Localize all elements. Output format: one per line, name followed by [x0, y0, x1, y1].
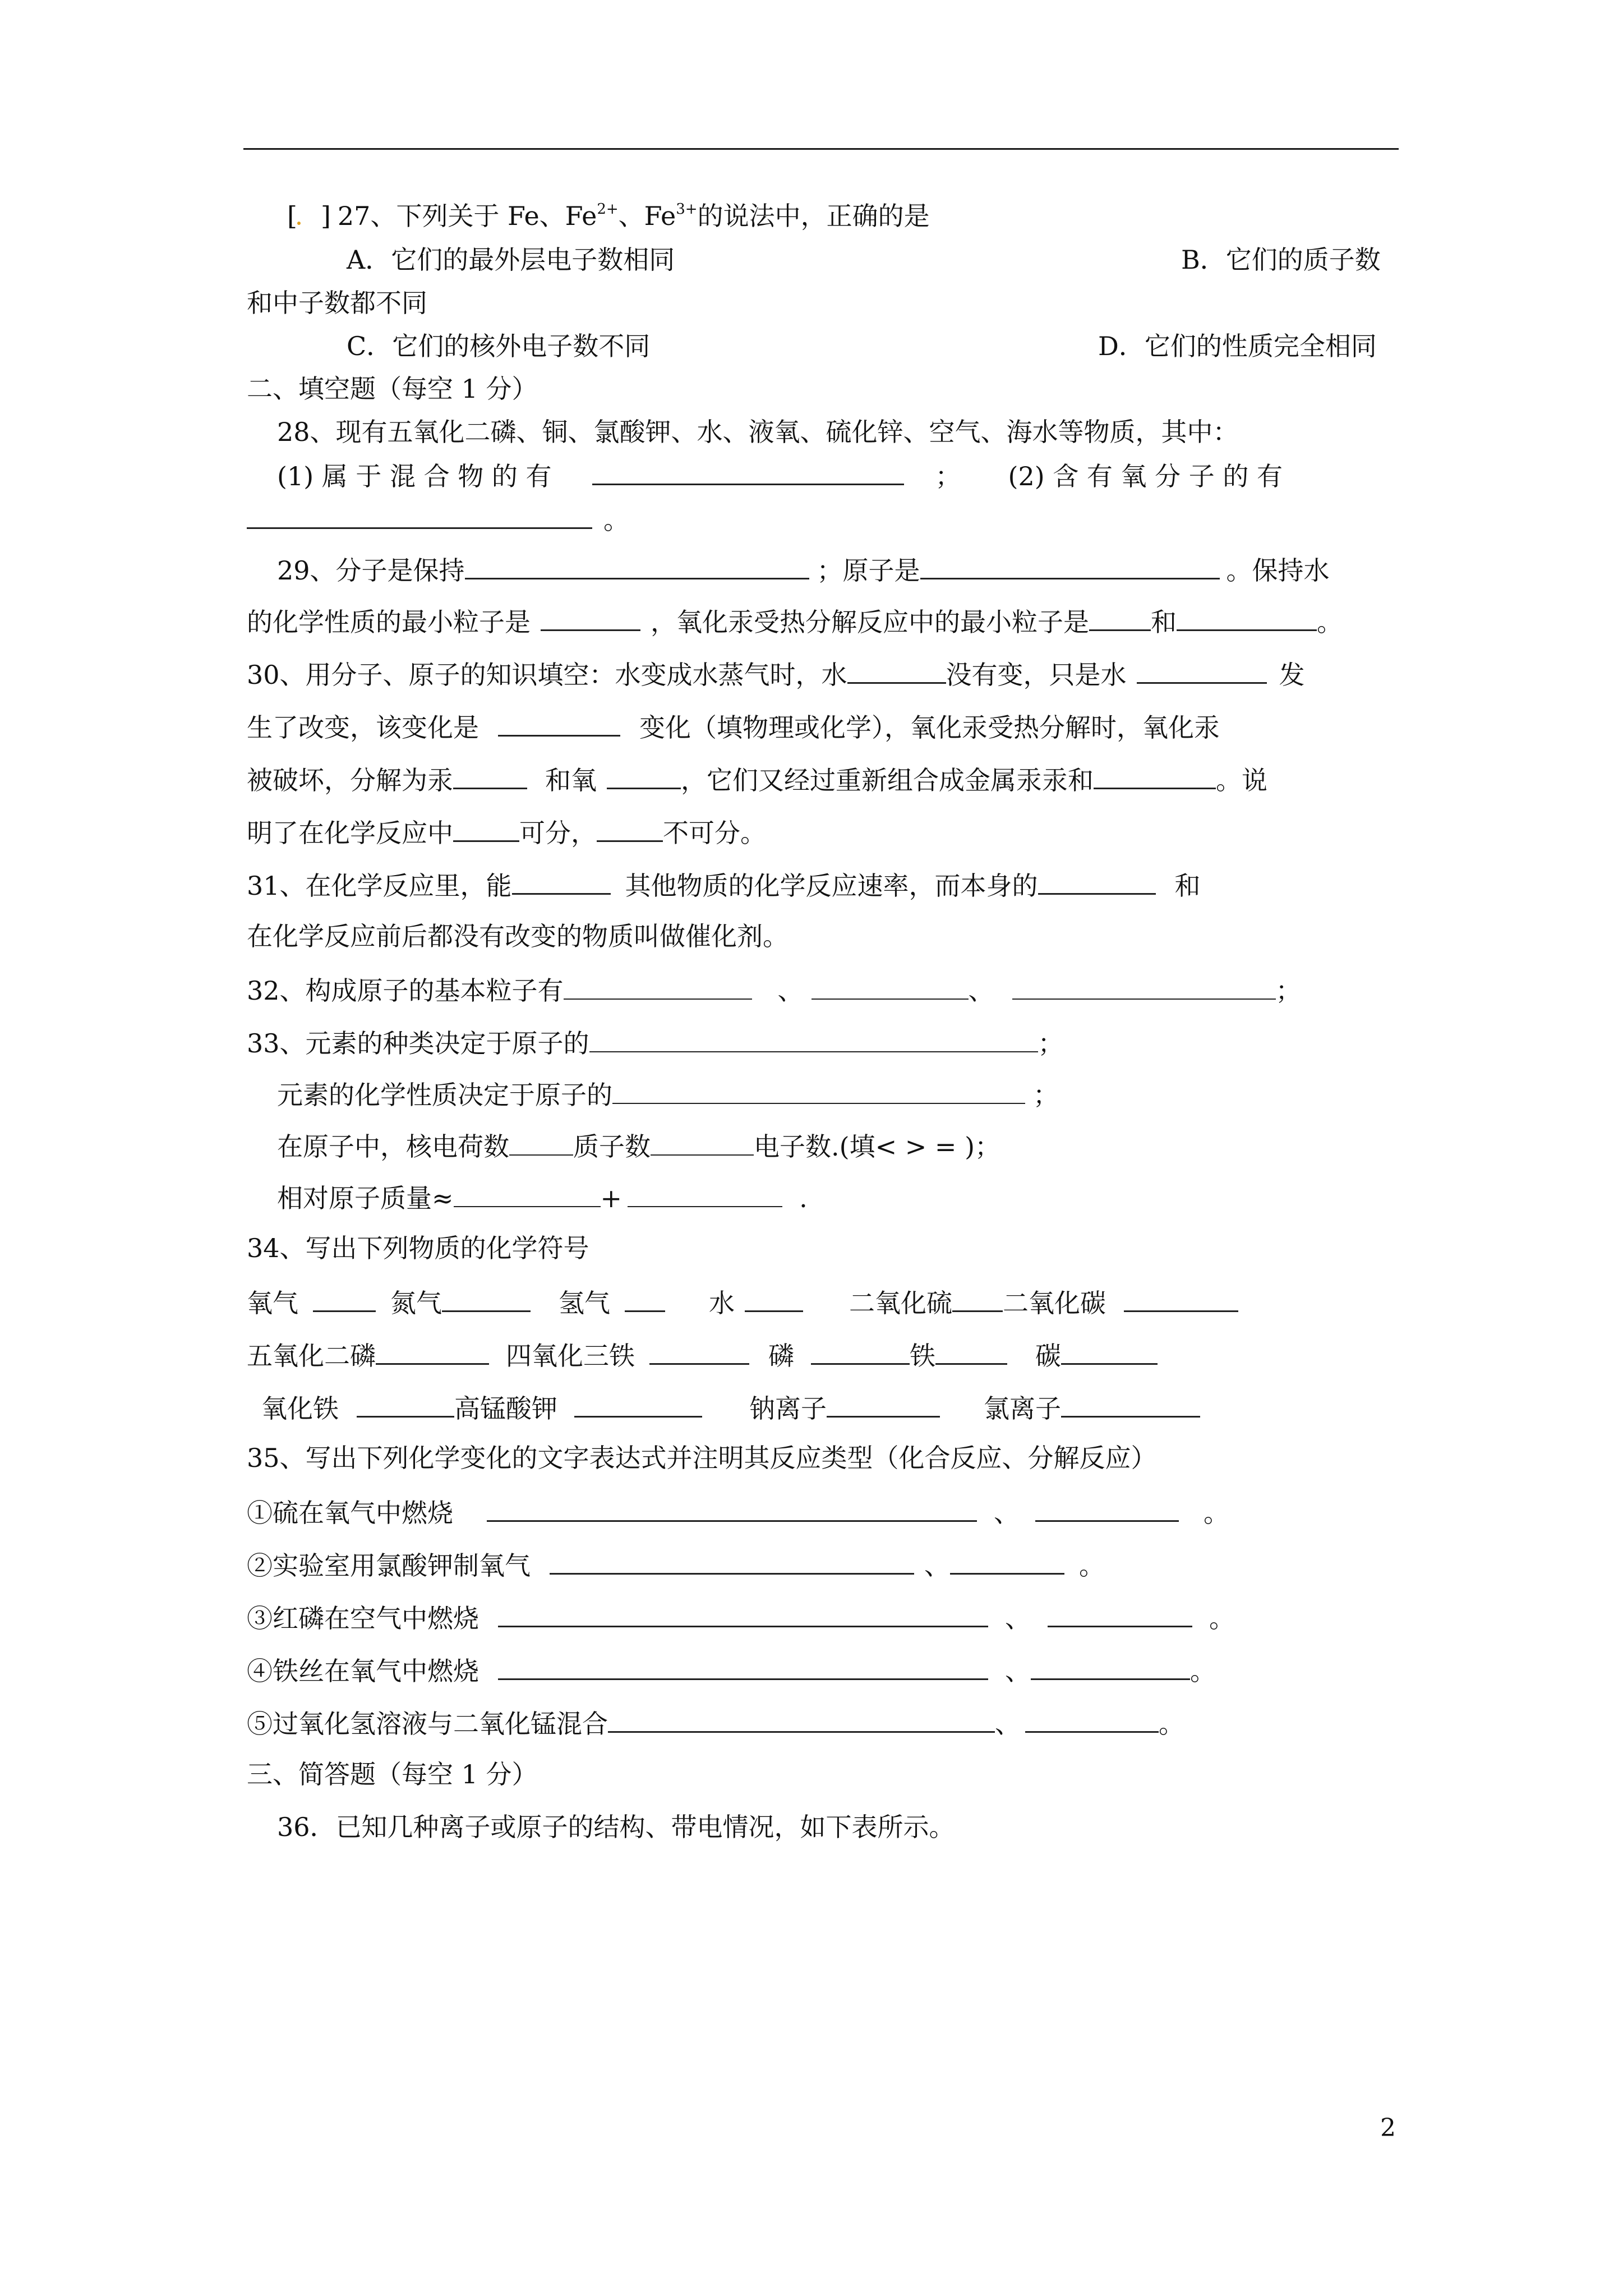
q28-sep: ；: [935, 461, 961, 491]
answer-blank[interactable]: [509, 1132, 573, 1156]
substance-label: 二氧化硫: [849, 1288, 952, 1318]
answer-blank[interactable]: [649, 1341, 749, 1365]
answer-blank[interactable]: [811, 1341, 910, 1365]
answer-blank[interactable]: [1137, 660, 1267, 684]
q35-sep: 、: [1005, 1656, 1031, 1686]
answer-blank[interactable]: [442, 1288, 531, 1312]
q27-text: 、Fe: [618, 201, 676, 231]
answer-blank[interactable]: [498, 1603, 988, 1627]
q33-text: +: [600, 1183, 623, 1213]
q35-end: 。: [1204, 1498, 1229, 1528]
q29-text: 29、分子是保持: [277, 555, 465, 586]
answer-blank[interactable]: [465, 555, 809, 579]
question-31-line1: [247, 871, 1201, 899]
q29-text: 的化学性质的最小粒子是: [247, 607, 531, 637]
substance-label: 五氧化二磷: [247, 1341, 376, 1371]
substance-label: 氯离子: [984, 1393, 1061, 1424]
q30-text: 发: [1279, 660, 1305, 690]
q32-sep: 、: [968, 976, 994, 1006]
section-2-title: 二、填空题（每空 1 分）: [247, 374, 538, 404]
question-30-line2: [247, 712, 1220, 743]
answer-blank[interactable]: [1035, 1498, 1179, 1522]
q28-part1: (1) 属 于 混 合 物 的 有: [277, 461, 552, 491]
question-30-line4: [247, 818, 766, 846]
q27-text: 的说法中，正确的是: [697, 201, 930, 231]
question-33-line1: [247, 1028, 1064, 1059]
answer-blank[interactable]: [607, 765, 681, 789]
q33-text: 在原子中，核电荷数: [277, 1131, 509, 1162]
substance-label: 铁: [910, 1341, 935, 1371]
reaction-label: ①硫在氧气中燃烧: [247, 1498, 453, 1528]
q33-text: 相对原子质量≈: [277, 1183, 454, 1213]
answer-blank[interactable]: [625, 1288, 665, 1312]
question-35-item1: [247, 1498, 1229, 1526]
q30-text: 可分，: [519, 818, 597, 848]
answer-blank[interactable]: [1089, 607, 1151, 631]
q33-text: 元素的化学性质决定于原子的: [277, 1080, 612, 1110]
question-29-line2: [247, 607, 1343, 635]
q35-sep: 、: [995, 1709, 1021, 1739]
question-35-item3: [247, 1603, 1235, 1634]
reaction-label: ⑤过氧化氢溶液与二氧化锰混合: [247, 1709, 608, 1739]
question-28-stem: 28、现有五氧化二磷、铜、氯酸钾、水、液氧、硫化锌、空气、海水等物质，其中：: [277, 417, 1239, 447]
substance-label: 二氧化碳: [1003, 1288, 1106, 1318]
answer-blank[interactable]: [541, 607, 640, 631]
question-28-line1: [277, 461, 1283, 489]
q30-text: 没有变，只是水: [946, 660, 1127, 690]
question-35-item2: [247, 1550, 1105, 1579]
q33-text: 33、元素的种类决定于原子的: [247, 1028, 589, 1059]
question-30-line1: [247, 660, 1305, 688]
q30-text: 不可分。: [663, 818, 766, 848]
question-34-row3: [261, 1393, 1200, 1424]
section-3-title: 三、简答题（每空 1 分）: [247, 1759, 538, 1789]
answer-blank[interactable]: [1177, 607, 1317, 631]
q27-option-c: C．它们的核外电子数不同: [347, 331, 651, 361]
answer-blank[interactable]: [745, 1288, 803, 1312]
q30-text: 和氧: [545, 765, 597, 795]
answer-blank[interactable]: [1031, 1656, 1190, 1680]
substance-label: 水: [709, 1288, 735, 1318]
answer-blank[interactable]: [950, 1550, 1064, 1575]
substance-label: 四氧化三铁: [506, 1341, 635, 1371]
answer-bracket-open: [: [287, 201, 297, 231]
reaction-label: ②实验室用氯酸钾制氧气: [247, 1550, 531, 1581]
substance-label: 磷: [768, 1341, 794, 1371]
answer-blank[interactable]: [811, 976, 969, 1000]
q29-text: 。保持水: [1226, 555, 1330, 586]
answer-blank[interactable]: [1124, 1288, 1238, 1312]
q31-text: 其他物质的化学反应速率，而本身的: [625, 871, 1038, 901]
substance-label: 氧气: [247, 1288, 298, 1318]
answer-blank[interactable]: [597, 818, 663, 842]
question-32: [247, 976, 1302, 1004]
answer-blank[interactable]: [1048, 1603, 1192, 1627]
answer-blank[interactable]: [1061, 1393, 1200, 1418]
q27-option-b-cont: 和中子数都不同: [247, 288, 427, 318]
answer-blank[interactable]: [313, 1288, 376, 1312]
header-rule: [243, 148, 1399, 150]
answer-blank[interactable]: [1094, 765, 1216, 789]
question-30-line3: [247, 765, 1267, 793]
question-35-item4: [247, 1656, 1216, 1684]
q32-text: 32、构成原子的基本粒子有: [247, 976, 564, 1006]
q35-end: 。: [1190, 1656, 1216, 1686]
question-35-item5: [247, 1709, 1184, 1737]
q28-part2: (2) 含 有 氧 分 子 的 有: [1008, 461, 1283, 491]
q35-end: 。: [1209, 1603, 1235, 1634]
q30-text: 30、用分子、原子的知识填空：水变成水蒸气时，水: [247, 660, 847, 690]
question-29-line1: [277, 555, 1330, 586]
reaction-label: ③红磷在空气中燃烧: [247, 1603, 479, 1634]
answer-blank[interactable]: [1061, 1341, 1158, 1365]
answer-blank[interactable]: [453, 818, 519, 842]
answer-blank[interactable]: [847, 660, 946, 684]
q33-text: ；: [1038, 1028, 1064, 1059]
answer-bracket-close: ]: [320, 201, 331, 231]
question-34-row1: [247, 1288, 1238, 1316]
answer-blank[interactable]: [651, 1132, 754, 1156]
substance-label: 氧化铁: [261, 1393, 339, 1424]
q32-sep: 、: [777, 976, 804, 1006]
answer-blank[interactable]: [564, 976, 752, 1000]
q33-text: .: [799, 1183, 808, 1213]
charge-superscript: 2+: [597, 200, 619, 218]
substance-label: 钠离子: [749, 1393, 827, 1424]
answer-blank[interactable]: [628, 1184, 782, 1207]
substance-label: 高锰酸钾: [454, 1393, 557, 1424]
answer-blank[interactable]: [608, 1709, 995, 1733]
answer-blank[interactable]: [376, 1341, 489, 1365]
answer-blank[interactable]: [487, 1498, 977, 1522]
q30-text: ，它们又经过重新组合成金属汞汞和: [681, 765, 1094, 795]
answer-blank[interactable]: [498, 1656, 988, 1680]
q28-end: 。: [603, 505, 629, 535]
mark-dot: [297, 222, 301, 225]
q35-sep: 、: [1005, 1603, 1031, 1634]
q31-text: 和: [1174, 871, 1201, 901]
q35-sep: 、: [924, 1550, 950, 1581]
q35-end: 。: [1159, 1709, 1184, 1739]
q29-text: ；原子是: [817, 555, 920, 586]
question-33-line3: [277, 1131, 1001, 1162]
substance-label: 氮气: [390, 1288, 442, 1318]
question-34-title: 34、写出下列物质的化学符号: [247, 1233, 589, 1263]
answer-blank[interactable]: [952, 1288, 1003, 1312]
answer-blank[interactable]: [612, 1080, 1025, 1104]
question-33-line4: [277, 1184, 808, 1211]
charge-superscript: 3+: [676, 200, 698, 218]
answer-blank[interactable]: [1038, 871, 1156, 895]
question-36: 36．已知几种离子或原子的结构、带电情况，如下表所示。: [277, 1812, 955, 1842]
q27-text: 27、下列关于 Fe、Fe: [337, 201, 597, 231]
answer-blank[interactable]: [592, 461, 904, 485]
q29-text: ，氧化汞受热分解反应中的最小粒子是: [651, 607, 1089, 637]
question-34-row2: [247, 1341, 1158, 1369]
answer-blank[interactable]: [589, 1029, 1038, 1052]
q27-option-d: D．它们的性质完全相同: [1098, 331, 1377, 361]
answer-blank[interactable]: [1025, 1709, 1159, 1733]
q33-text: ；: [1033, 1080, 1059, 1110]
q35-sep: 、: [994, 1498, 1020, 1528]
answer-blank[interactable]: [574, 1393, 702, 1418]
q33-text: 质子数: [573, 1131, 651, 1162]
question-28-line2: [247, 505, 629, 533]
q30-text: 明了在化学反应中: [247, 818, 453, 848]
reaction-label: ④铁丝在氧气中燃烧: [247, 1656, 479, 1686]
q30-text: 变化（填物理或化学），氧化汞受热分解时，氧化汞: [639, 712, 1220, 743]
q32-end: ；: [1275, 976, 1302, 1006]
question-31-line2: 在化学反应前后都没有改变的物质叫做催化剂。: [247, 921, 789, 951]
answer-blank[interactable]: [454, 1184, 601, 1207]
question-33-line2: [277, 1080, 1059, 1108]
answer-blank[interactable]: [1012, 976, 1276, 1000]
answer-blank[interactable]: [550, 1550, 914, 1575]
substance-label: 氢气: [559, 1288, 610, 1318]
answer-blank[interactable]: [453, 765, 527, 789]
q30-text: 。说: [1216, 765, 1267, 795]
q27-option-b: B．它们的质子数: [1181, 245, 1381, 275]
q31-text: 31、在化学反应里，能: [247, 871, 512, 901]
answer-blank[interactable]: [827, 1393, 940, 1418]
answer-blank[interactable]: [247, 505, 592, 529]
answer-blank[interactable]: [498, 712, 620, 737]
q27-option-a: A．它们的最外层电子数相同: [347, 245, 675, 275]
answer-blank[interactable]: [357, 1393, 454, 1418]
question-35-title: 35、写出下列化学变化的文字表达式并注明其反应类型（化合反应、分解反应）: [247, 1443, 1157, 1473]
q29-text: 。: [1317, 607, 1343, 637]
page-number: 2: [1380, 2114, 1396, 2142]
answer-blank[interactable]: [920, 555, 1220, 579]
answer-blank[interactable]: [935, 1341, 1007, 1365]
q30-text: 生了改变，该变化是: [247, 712, 479, 743]
answer-blank[interactable]: [512, 871, 611, 895]
q33-text: 电子数.(填< > = )；: [754, 1131, 1001, 1162]
substance-label: 碳: [1035, 1341, 1061, 1371]
q30-text: 被破坏，分解为汞: [247, 765, 453, 795]
q35-end: 。: [1079, 1550, 1105, 1581]
question-27-stem: [287, 200, 930, 231]
q29-text: 和: [1151, 607, 1177, 637]
